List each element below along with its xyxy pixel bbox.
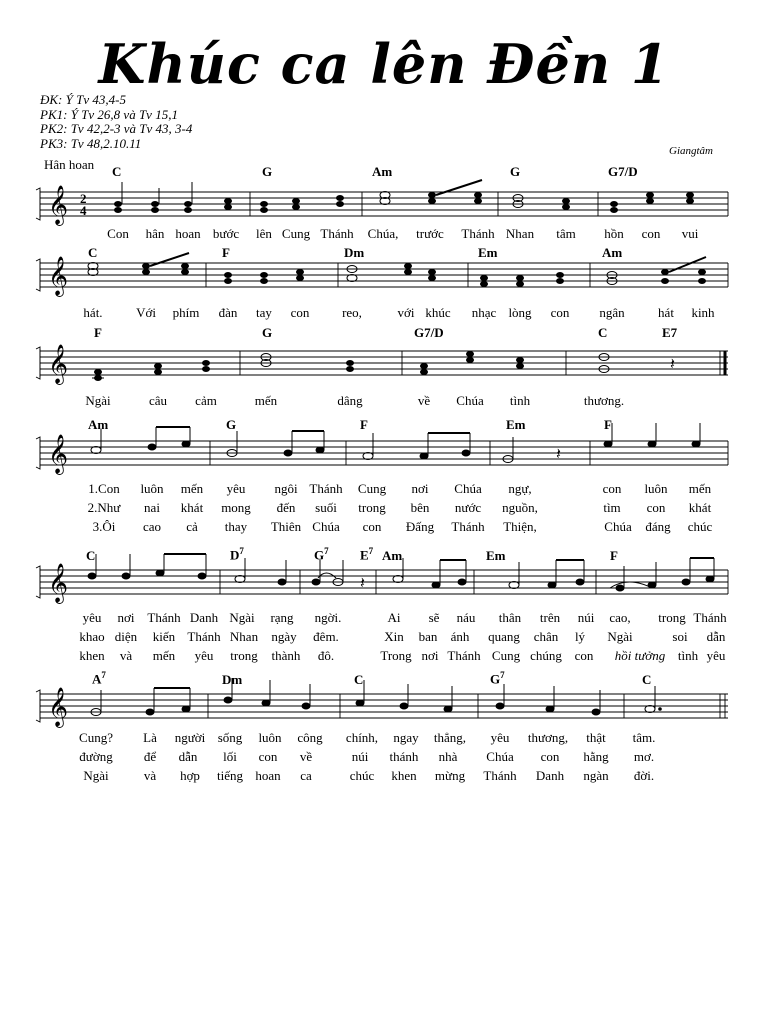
lyric-syllable: thương, (527, 730, 569, 745)
lyric-syllable: Chúa (604, 519, 632, 534)
lyric-syllable: khúc (425, 305, 451, 320)
treble-clef-icon: 𝄞 (48, 256, 69, 296)
chord-symbol: Em (506, 417, 526, 432)
lyric-syllable: đô. (317, 648, 335, 663)
staff-system-4 (0, 415, 768, 535)
lyric-syllable: đời. (633, 768, 655, 783)
lyric-syllable: Chúa (454, 481, 482, 496)
lyric-syllable: ánh (450, 629, 470, 644)
lyric-syllable: reo, (342, 305, 362, 320)
lyric-syllable: Thiên (270, 519, 302, 534)
composer-name: Giangtâm (669, 145, 713, 157)
lyric-syllable: Chúa (312, 519, 340, 534)
lyric-syllable: nơi (411, 481, 429, 496)
lyric-syllable: Nhan (505, 226, 535, 241)
lyric-syllable: Ngài (85, 393, 111, 408)
chord-root: A (92, 671, 102, 687)
lyric-syllable: Ai (387, 610, 401, 625)
lyric-syllable: trên (539, 610, 561, 625)
lyric-syllable: dẫn (178, 749, 198, 764)
lyric-syllable: lối (223, 749, 237, 764)
lyric-syllable: suối (315, 500, 337, 515)
lyric-syllable: vui (681, 226, 699, 241)
lyric-syllable: ngay (393, 730, 419, 745)
lyric-syllable: ngày (271, 629, 297, 644)
chord-root: E (360, 547, 369, 563)
lyric-syllable: núi (577, 610, 595, 625)
chord-extension: 7 (239, 546, 244, 556)
lyric-syllable: Thánh (147, 610, 181, 625)
lyric-syllable: nước (454, 500, 482, 515)
lyric-syllable: mong (221, 500, 251, 515)
chord-symbol: Em (486, 548, 506, 563)
treble-clef-icon: 𝄞 (48, 563, 69, 603)
lyric-syllable: Thánh (461, 226, 495, 241)
reference-line: PK3: Tv 48,2.10.11 (40, 135, 142, 151)
lyric-syllable: cảm (195, 393, 217, 408)
lyric-syllable: mến (254, 393, 278, 408)
treble-clef-icon: 𝄞 (48, 185, 69, 225)
lyric-syllable: thánh (389, 749, 419, 764)
lyric-syllable: 2.Như (87, 500, 121, 515)
chord-extension: 7 (101, 670, 106, 680)
chord-symbol: Am (88, 417, 109, 432)
chord-symbol (490, 670, 505, 687)
lyric-syllable: Thiện, (503, 519, 537, 534)
lyric-syllable: yêu (226, 481, 246, 496)
chord-symbol: Dm (222, 672, 243, 687)
lyric-syllable: ngân (599, 305, 625, 320)
lyric-syllable: mến (152, 648, 176, 663)
lyric-syllable: khen (391, 768, 417, 783)
song-title: Khúc ca lên Đền 1 (98, 32, 670, 96)
lyric-syllable: luôn (644, 481, 668, 496)
lyric-syllable: hợp (180, 768, 200, 783)
lyric-syllable: chân (533, 629, 559, 644)
lyric-syllable: ban (418, 629, 438, 644)
lyric-syllable: con (290, 305, 310, 320)
lyric-syllable: và (143, 768, 157, 783)
lyric-syllable: Thánh (447, 648, 481, 663)
lyric-syllable: nguồn, (502, 500, 538, 515)
lyric-syllable: hân (145, 226, 165, 241)
lyric-syllable: chúng (530, 648, 562, 663)
lyric-syllable: nhà (438, 749, 458, 764)
lyric-syllable: với (397, 305, 415, 320)
chord-symbol: C (112, 164, 122, 179)
lyric-syllable: cả (186, 519, 198, 534)
lyric-syllable: Con (107, 226, 129, 241)
lyric-syllable: Với (136, 305, 156, 320)
lyric-syllable: Thánh (320, 226, 354, 241)
lyric-syllable: kinh (691, 305, 715, 320)
lyric-syllable: dâng (337, 393, 363, 408)
chord-root: D (230, 547, 240, 563)
lyric-syllable: về (417, 393, 431, 408)
lyric-syllable: sống (217, 730, 243, 745)
lyric-syllable: mơ. (633, 749, 655, 764)
lyric-syllable: hoan (255, 768, 281, 783)
lyric-syllable: quang (488, 629, 520, 644)
lyric-syllable: con (646, 500, 666, 515)
chord-symbol: C (86, 548, 96, 563)
lyric-syllable: yêu (82, 610, 102, 625)
lyric-syllable: khen (79, 648, 105, 663)
lyric-syllable: công (297, 730, 323, 745)
lyric-syllable: tình (509, 393, 531, 408)
lyric-syllable: chính, (345, 730, 379, 745)
lyric-syllable: đàn (218, 305, 238, 320)
lyric-syllable: tiếng (217, 768, 243, 783)
music-staff (0, 415, 768, 535)
svg-text:4: 4 (80, 203, 87, 218)
chord-symbol: Em (478, 245, 498, 260)
lyric-syllable: mừng (434, 768, 466, 783)
chord-symbol: C (88, 245, 98, 260)
lyric-syllable: đêm. (313, 629, 339, 644)
staff-system-6 (0, 668, 768, 788)
chord-symbol: G (510, 164, 521, 179)
lyric-syllable: Đấng (405, 519, 435, 534)
treble-clef-icon: 𝄞 (48, 344, 69, 384)
lyric-syllable: khát (180, 500, 204, 515)
lyric-syllable: ngự, (508, 481, 532, 496)
staff-system-3 (0, 325, 768, 415)
reference-line: ĐK: Ý Tv 43,4-5 (40, 92, 126, 107)
lyric-syllable: Là (143, 730, 157, 745)
lyric-syllable: nai (144, 500, 160, 515)
lyric-syllable: khao (79, 629, 105, 644)
music-staff (0, 325, 768, 415)
lyric-syllable: mến (688, 481, 712, 496)
music-staff (0, 243, 768, 323)
lyric-syllable: tâm. (632, 730, 656, 745)
lyric-syllable: Ngài (607, 629, 633, 644)
lyric-syllable: luôn (258, 730, 282, 745)
chord-symbol: E7 (662, 325, 678, 340)
lyric-syllable: bên (410, 500, 430, 515)
lyric-syllable: người (174, 730, 206, 745)
lyric-syllable: tình (677, 648, 699, 663)
treble-clef-icon: 𝄞 (48, 434, 69, 474)
chord-symbol: G7/D (414, 325, 444, 340)
lyric-syllable: luôn (140, 481, 164, 496)
chord-symbol (314, 546, 329, 563)
lyric-syllable: Cung (357, 481, 387, 496)
lyric-syllable: chúc (349, 768, 375, 783)
lyric-syllable: hát. (83, 305, 103, 320)
chord-symbol: F (94, 325, 102, 340)
lyric-syllable: núi (351, 749, 369, 764)
lyric-syllable: Xin (384, 629, 404, 644)
chord-symbol: Dm (344, 245, 365, 260)
chord-symbol: Am (602, 245, 623, 260)
svg-text:2: 2 (80, 191, 87, 206)
chord-symbol (230, 546, 244, 563)
quarter-rest-icon: 𝄽 (360, 575, 365, 592)
staff-system-2 (0, 243, 768, 323)
lyric-syllable: Thánh (483, 768, 517, 783)
lyric-syllable: cao (142, 519, 162, 534)
lyric-syllable: Thánh (309, 481, 343, 496)
lyric-syllable: lý (574, 629, 586, 644)
chord-extension: 7 (324, 546, 329, 556)
lyric-syllable: tâm (556, 226, 576, 241)
lyric-syllable: thẳng, (433, 730, 467, 745)
lyric-syllable: ca (300, 768, 312, 783)
lyric-syllable: thân (498, 610, 522, 625)
lyric-syllable: Cung? (79, 730, 113, 745)
lyric-syllable: con (362, 519, 382, 534)
lyric-syllable: ngời. (314, 610, 342, 625)
lyric-syllable: tay (256, 305, 272, 320)
lyric-syllable: soi (672, 629, 688, 644)
chord-symbol (92, 670, 106, 687)
chord-symbol: F (604, 417, 612, 432)
lyric-syllable: thật (586, 730, 606, 745)
chord-root: G (490, 671, 501, 687)
lyric-syllable: bước (212, 226, 240, 241)
lyric-syllable: Thánh (451, 519, 485, 534)
lyric-syllable: con (540, 749, 560, 764)
chord-extension: 7 (500, 670, 505, 680)
chord-symbol: G (262, 164, 273, 179)
lyric-syllable: hồi tưởng (614, 648, 666, 663)
lyric-syllable: diện (114, 629, 138, 644)
lyric-syllable: 3.Ôi (92, 519, 116, 534)
lyric-syllable: câu (148, 393, 168, 408)
lyric-syllable: rạng (270, 610, 294, 625)
lyric-syllable: Cung (491, 648, 521, 663)
lyric-syllable: hồn (604, 226, 624, 241)
lyric-syllable: trước (416, 226, 444, 241)
chord-symbol: G7/D (608, 164, 638, 179)
lyric-syllable: mến (180, 481, 204, 496)
lyric-syllable: nơi (421, 648, 439, 663)
lyric-syllable: Danh (189, 610, 219, 625)
chord-symbol (360, 546, 373, 563)
lyric-syllable: và (119, 648, 133, 663)
lyric-syllable: về (299, 749, 313, 764)
chord-symbol: F (360, 417, 368, 432)
lyric-syllable: Ngài (83, 768, 109, 783)
lyric-syllable: trong (230, 648, 258, 663)
lyric-syllable: con (258, 749, 278, 764)
lyric-syllable: sẽ (428, 610, 440, 625)
lyric-syllable: Cung (281, 226, 311, 241)
lyric-syllable: nơi (117, 610, 135, 625)
lyric-syllable: con (641, 226, 661, 241)
quarter-rest-icon: 𝄽 (556, 446, 561, 463)
lyric-syllable: đáng (645, 519, 671, 534)
lyric-syllable: náu (456, 610, 476, 625)
staff-system-1 (0, 160, 768, 250)
chord-symbol: G (262, 325, 273, 340)
lyric-syllable: thương. (583, 393, 625, 408)
chord-symbol: Am (372, 164, 393, 179)
lyric-syllable: Nhan (229, 629, 259, 644)
lyric-syllable: yêu (490, 730, 510, 745)
lyric-syllable: Thánh (693, 610, 727, 625)
lyric-syllable: để (143, 749, 157, 764)
reference-line: PK2: Tv 42,2-3 và Tv 43, 3-4 (40, 121, 193, 136)
lyric-syllable: Danh (535, 768, 565, 783)
lyric-syllable: chúc (687, 519, 713, 534)
quarter-rest-icon: 𝄽 (670, 356, 675, 373)
lyric-syllable: nhạc (471, 305, 497, 320)
chord-symbol: C (354, 672, 364, 687)
lyric-syllable: Trong (380, 648, 412, 663)
scripture-references (40, 93, 192, 151)
lyric-syllable: con (602, 481, 622, 496)
chord-extension: 7 (368, 546, 374, 556)
lyric-syllable: Thánh (187, 629, 221, 644)
staff-system-5 (0, 540, 768, 670)
chord-symbol: C (642, 672, 652, 687)
lyric-syllable: dẫn (706, 629, 726, 644)
lyric-syllable: con (550, 305, 570, 320)
lyric-syllable: lên (256, 226, 272, 241)
lyric-syllable: phím (172, 305, 200, 320)
chord-symbol: C (598, 325, 608, 340)
lyric-syllable: đến (276, 500, 296, 515)
lyric-syllable: yêu (706, 648, 726, 663)
lyric-syllable: ngôi (274, 481, 298, 496)
tempo-marking: Hân hoan (44, 157, 95, 172)
lyric-syllable: tìm (603, 500, 621, 515)
lyric-syllable: thay (224, 519, 248, 534)
lyric-syllable: 1.Con (88, 481, 120, 496)
lyric-syllable: khát (688, 500, 712, 515)
lyric-syllable: trong (358, 500, 386, 515)
chord-symbol: Am (382, 548, 403, 563)
lyric-syllable: Chúa (486, 749, 514, 764)
lyric-syllable: thành (271, 648, 301, 663)
lyric-syllable: Chúa, (367, 226, 399, 241)
treble-clef-icon: 𝄞 (48, 687, 69, 727)
lyric-syllable: ngàn (583, 768, 609, 783)
lyric-syllable: yêu (194, 648, 214, 663)
lyric-syllable: trong (658, 610, 686, 625)
chord-root: G (314, 547, 325, 563)
lyric-syllable: cao, (609, 610, 631, 625)
chord-symbol: F (222, 245, 230, 260)
lyric-syllable: Chúa (456, 393, 484, 408)
lyric-syllable: hoan (175, 226, 201, 241)
lyric-syllable: kiến (152, 629, 176, 644)
lyric-syllable: đường (79, 749, 113, 764)
reference-line: PK1: Ý Tv 26,8 và Tv 15,1 (40, 106, 178, 122)
lyric-syllable: lòng (508, 305, 532, 320)
lyric-syllable: hằng (583, 749, 609, 764)
lyric-syllable: hát (658, 305, 674, 320)
chord-symbol: F (610, 548, 618, 563)
lyric-syllable: con (574, 648, 594, 663)
lyric-syllable: Ngài (229, 610, 255, 625)
chord-symbol: G (226, 417, 237, 432)
